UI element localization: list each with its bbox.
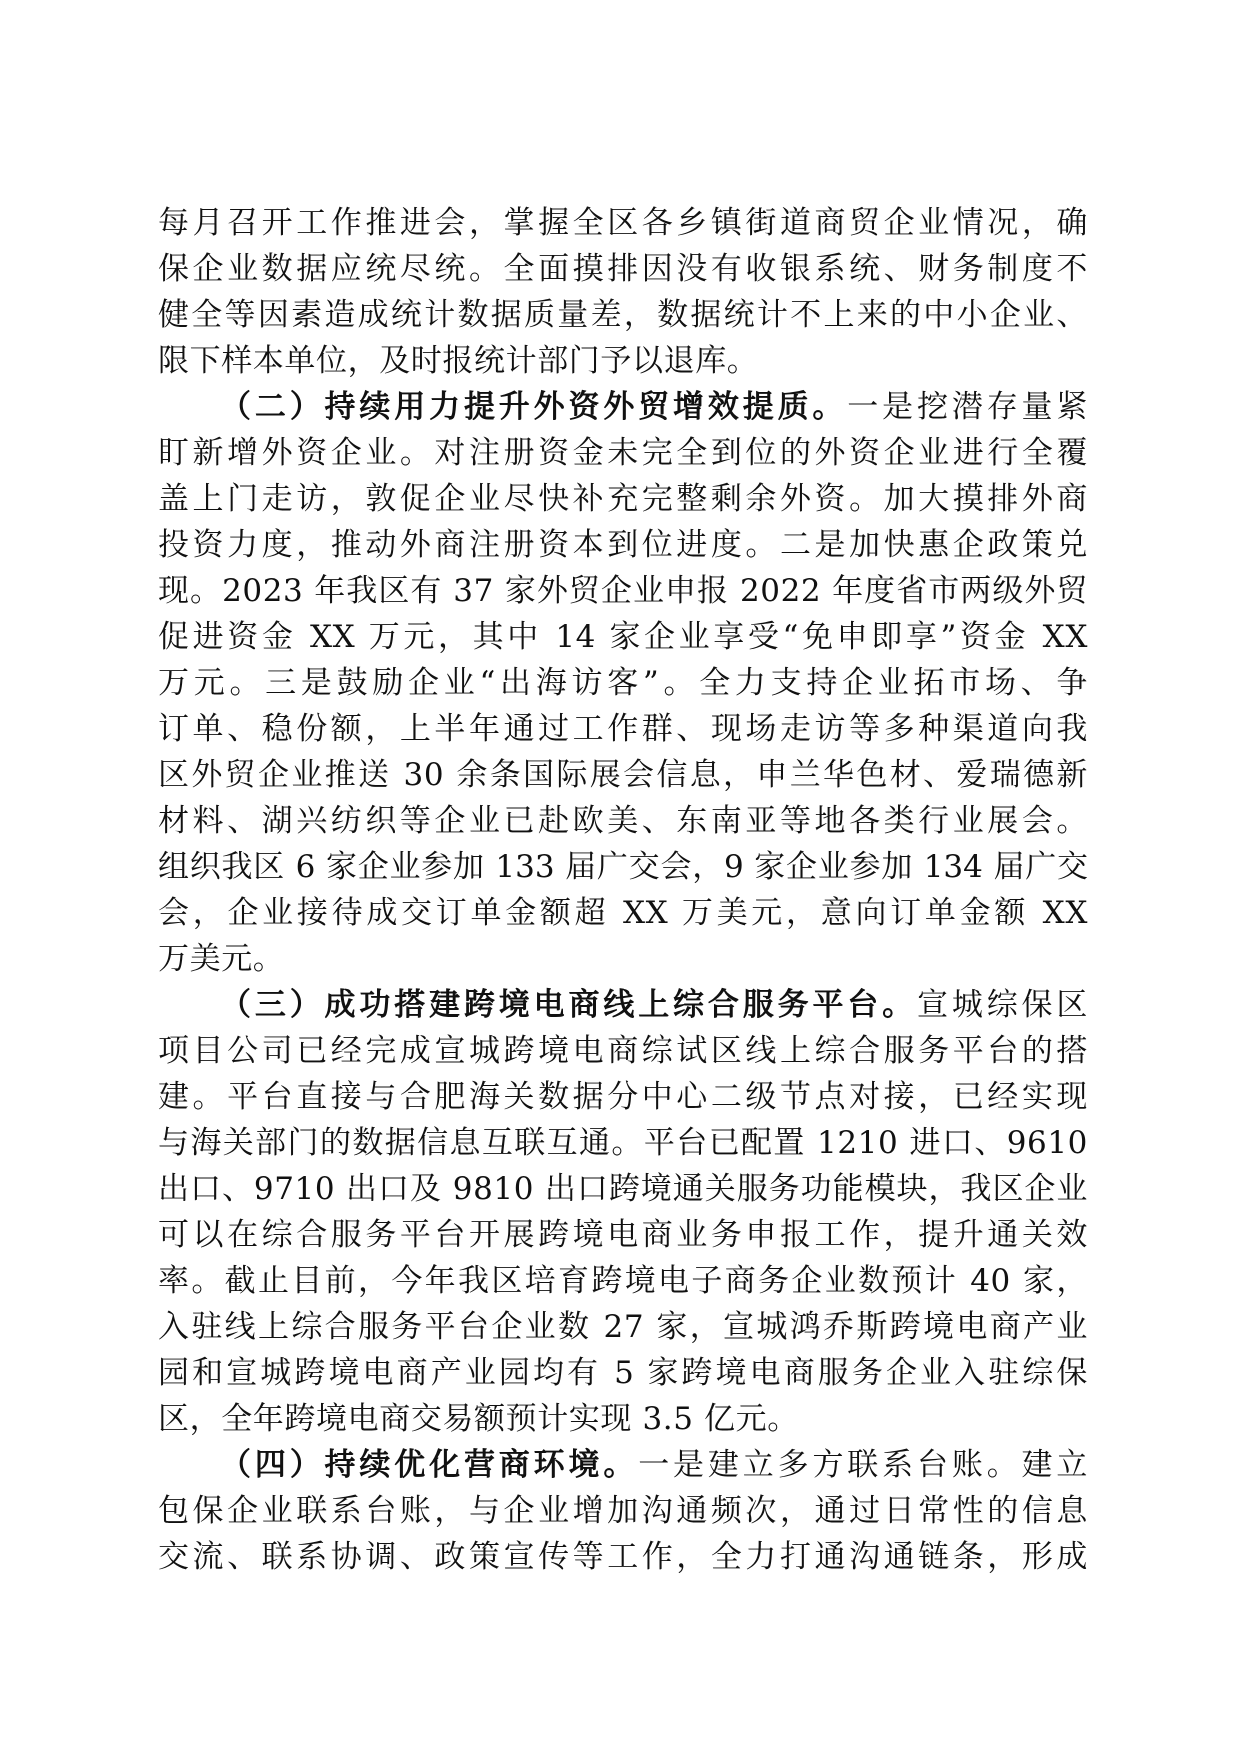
text-line: 园和宣城跨境电商产业园均有 5 家跨境电商服务企业入驻综保	[158, 1355, 1088, 1391]
text-line: 订单、稳份额，上半年通过工作群、现场走访等多种渠道向我	[158, 711, 1088, 747]
text-line: 材料、湖兴纺织等企业已赴欧美、东南亚等地各类行业展会。	[158, 803, 1088, 839]
text-run: 一是建立多方联系台账。建立	[638, 1447, 1088, 1483]
text-line: 交流、联系协调、政策宣传等工作，全力打通沟通链条，形成	[158, 1539, 1088, 1575]
text-line: 万元。三是鼓励企业“出海访客”。全力支持企业拓市场、争	[158, 665, 1088, 701]
section-heading: （四）持续优化营商环境。	[220, 1447, 639, 1483]
text-line: 盯新增外资企业。对注册资金未完全到位的外资企业进行全覆	[158, 435, 1088, 471]
text-run: 一是挖潜存量紧	[847, 389, 1088, 425]
section-heading: （二）持续用力提升外资外贸增效提质。	[220, 389, 848, 425]
text-line: 促进资金 XX 万元，其中 14 家企业享受“免申即享”资金 XX	[158, 619, 1088, 655]
paragraph-first-line	[158, 1442, 1088, 1488]
text-line: 可以在综合服务平台开展跨境电商业务申报工作，提升通关效	[158, 1217, 1088, 1253]
text-line: 现。2023 年我区有 37 家外贸企业申报 2022 年度省市两级外贸	[158, 573, 1088, 609]
text-line: 每月召开工作推进会，掌握全区各乡镇街道商贸企业情况，确	[158, 205, 1088, 241]
paragraph-2	[158, 384, 1088, 982]
text-run: 宣城综保区	[917, 987, 1088, 1023]
text-line: 保企业数据应统尽统。全面摸排因没有收银系统、财务制度不	[158, 251, 1088, 287]
text-line: 入驻线上综合服务平台企业数 27 家，宣城鸿乔斯跨境电商产业	[158, 1309, 1088, 1345]
text-line: 健全等因素造成统计数据质量差，数据统计不上来的中小企业、	[158, 297, 1088, 333]
section-heading: （三）成功搭建跨境电商线上综合服务平台。	[220, 987, 917, 1023]
paragraph-1	[158, 200, 1088, 384]
text-line: 出口、9710 出口及 9810 出口跨境通关服务功能模块，我区企业	[158, 1171, 1088, 1207]
text-line: 盖上门走访，敦促企业尽快补充完整剩余外资。加大摸排外商	[158, 481, 1088, 517]
text-line: 投资力度，推动外商注册资本到位进度。二是加快惠企政策兑	[158, 527, 1088, 563]
paragraph-first-line	[158, 982, 1088, 1028]
text-line: 与海关部门的数据信息互联互通。平台已配置 1210 进口、9610	[158, 1125, 1088, 1161]
text-line: 建。平台直接与合肥海关数据分中心二级节点对接，已经实现	[158, 1079, 1088, 1115]
text-line: 会，企业接待成交订单金额超 XX 万美元，意向订单金额 XX	[158, 895, 1088, 931]
text-line: 率。截止目前，今年我区培育跨境电子商务企业数预计 40 家，	[158, 1263, 1088, 1299]
text-line: 限下样本单位，及时报统计部门予以退库。	[158, 343, 759, 379]
paragraph-3	[158, 982, 1088, 1442]
document-page	[158, 200, 1088, 1580]
text-line: 包保企业联系台账，与企业增加沟通频次，通过日常性的信息	[158, 1493, 1088, 1529]
paragraph-first-line	[158, 384, 1088, 430]
text-line: 万美元。	[158, 941, 285, 977]
text-line: 区，全年跨境电商交易额预计实现 3.5 亿元。	[158, 1401, 799, 1437]
paragraph-4	[158, 1442, 1088, 1580]
text-line: 项目公司已经完成宣城跨境电商综试区线上综合服务平台的搭	[158, 1033, 1088, 1069]
text-line: 区外贸企业推送 30 余条国际展会信息，申兰华色材、爱瑞德新	[158, 757, 1088, 793]
text-line: 组织我区 6 家企业参加 133 届广交会，9 家企业参加 134 届广交	[158, 849, 1088, 885]
